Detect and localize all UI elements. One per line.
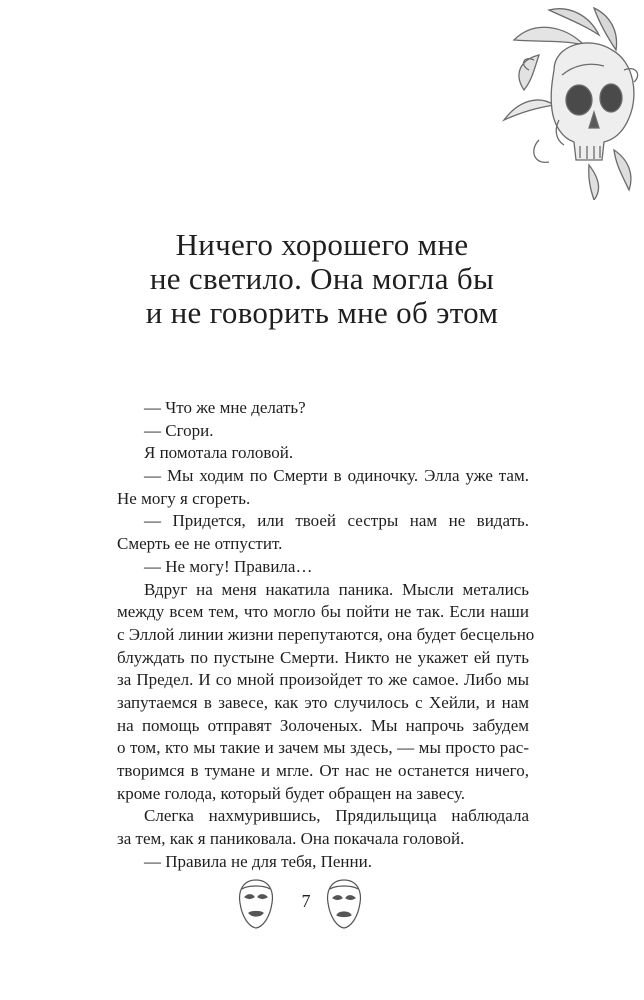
text-line: Я помотала головой.: [144, 443, 294, 463]
text-line: — Мы ходим по Смерти в одиночку. Элла уже там.: [144, 466, 529, 486]
text-line: Слегка нахмурившись, Прядильщица наблюдала: [144, 806, 529, 826]
text-line: Смерть ее не отпустит.: [117, 534, 283, 554]
text-line: — Что же мне делать?: [144, 398, 306, 417]
theater-mask-right-icon: [324, 877, 364, 931]
text-line: Вдруг на меня накатила паника. Мысли метались: [144, 579, 529, 599]
body-text: [117, 397, 535, 873]
chapter-title: [60, 228, 584, 330]
chapter-title-line: Ничего хорошего мне: [175, 227, 469, 262]
theater-mask-left-icon: [236, 877, 276, 931]
skull-flower-ornament-icon: [494, 0, 644, 200]
text-line: на помощь отправят Золоченых. Мы напрочь забудем: [117, 715, 529, 735]
text-line: блуждать по пустыне Смерти. Никто не укажет ей путь: [117, 647, 529, 667]
text-line: о том, кто мы такие и зачем мы здесь, — мы просто рас-: [117, 738, 529, 758]
text-line: кроме голода, который будет обращен на завесу.: [117, 783, 466, 803]
text-line: за тем, как я паниковала. Она покачала головой.: [117, 829, 465, 849]
text-line: — Сгори.: [144, 420, 214, 440]
text-line: между всем тем, что могло бы пойти не так. Если наши: [117, 602, 529, 622]
text-line: — Не могу! Правила…: [144, 556, 313, 576]
text-line: — Придется, или твоей сестры нам не видать.: [144, 511, 529, 531]
text-line: с Эллой линии жизни перепутаются, она будет бесцельно: [117, 624, 535, 644]
text-line: творимся в тумане и мгле. От нас не останется ничего,: [117, 761, 529, 780]
chapter-title-line: и не говорить мне об этом: [145, 295, 499, 330]
text-line: запутаемся в завесе, как это случилось с Хейли, и нам: [117, 692, 529, 712]
text-line: за Предел. И со мной произойдет то же самое. Либо мы: [117, 670, 529, 690]
chapter-title-line: не светило. Она могла бы: [149, 261, 495, 296]
text-line: — Правила не для тебя, Пенни.: [144, 851, 372, 871]
page-number: 7: [301, 891, 311, 911]
text-line: Не могу я сгореть.: [117, 488, 251, 508]
page-footer: [0, 877, 644, 937]
